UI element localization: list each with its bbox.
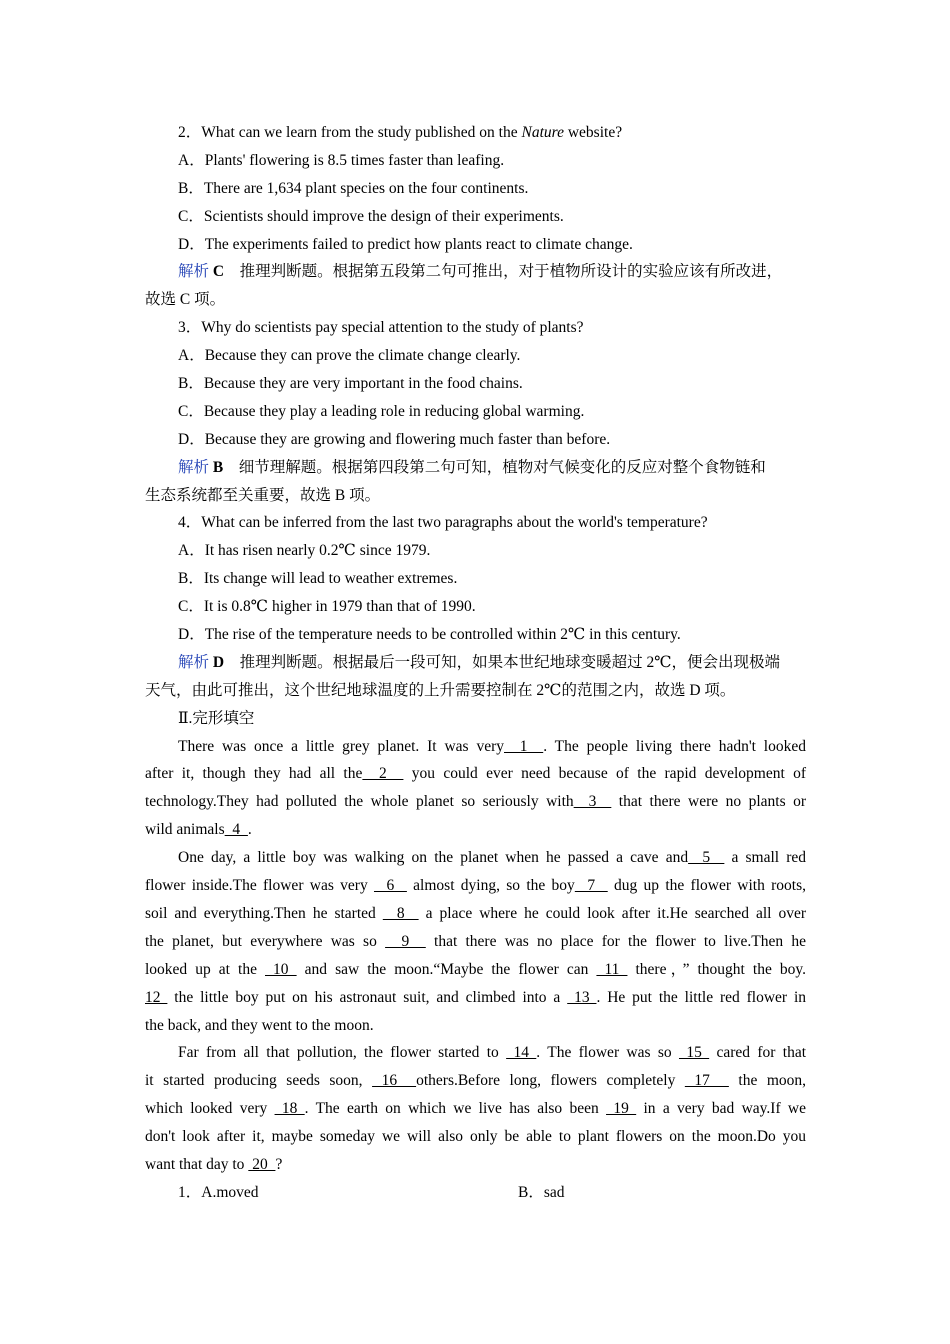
passage-text: there，” thought the boy. xyxy=(627,960,807,978)
passage-text: don't look after it, maybe someday we will also only be able to plant flowers on the moon.Do you xyxy=(145,1128,806,1146)
passage-text: flower inside.The flower was very xyxy=(145,877,374,895)
passage-text: it started producing seeds soon, xyxy=(145,1072,373,1090)
passage-text: a small red xyxy=(724,849,806,867)
blank-number: 15 xyxy=(678,1044,710,1062)
passage-p1-line xyxy=(145,788,806,816)
passage-text: the planet, but everywhere was so xyxy=(145,932,386,950)
passage-text: looked up at the xyxy=(145,960,265,978)
passage-text: technology.They had polluted the whole planet so seriously with xyxy=(145,793,574,811)
blank-number: 9 xyxy=(385,932,426,950)
passage-text: wild animals xyxy=(145,821,225,839)
passage-p1-line xyxy=(145,760,806,788)
blank-number: 16 xyxy=(372,1072,417,1090)
q4-option-b: B．Its change will lead to weather extremes. xyxy=(178,570,458,588)
passage-p2-line xyxy=(145,872,806,900)
passage-text: ? xyxy=(275,1155,283,1173)
document-page xyxy=(145,119,806,1207)
passage-text: . xyxy=(247,821,252,839)
q4-stem: 4．What can be inferred from the last two paragraphs about the world's temperature? xyxy=(178,514,708,532)
q2-option-a: A．Plants' flowering is 8.5 times faster than leafing. xyxy=(178,151,505,169)
passage-text: Far from all that pollution, the flower started to xyxy=(178,1044,507,1062)
q2-explanation: 解析 C 推理判断题。根据第五段第二句可推出，对于植物所设计的实验应该有所改进， xyxy=(178,263,783,281)
passage-text: . The people living there hadn't looked xyxy=(543,737,806,755)
passage-text: dug up the flower with roots, xyxy=(607,877,807,895)
passage-p2-line xyxy=(145,984,806,1012)
q3-stem: 3．Why do scientists pay special attention to the study of plants? xyxy=(178,319,584,337)
passage-text: the moon, xyxy=(728,1072,807,1090)
blank-number: 19 xyxy=(606,1100,637,1118)
passage-text: the back, and they went to the moon. xyxy=(145,1016,374,1034)
blank-number: 20 xyxy=(248,1155,276,1173)
passage-text: almost dying, so the boy xyxy=(406,877,575,895)
blank-number: 10 xyxy=(265,960,297,978)
q3-option-b: B．Because they are very important in the food chains. xyxy=(178,375,523,393)
q3-explanation-cont: 生态系统都至关重要，故选 B 项。 xyxy=(145,486,381,504)
section-title-cloze: Ⅱ.完形填空 xyxy=(178,709,255,727)
blank-number: 11 xyxy=(596,960,628,978)
passage-text: in a very bad way.If we xyxy=(636,1100,806,1118)
passage-text: want that day to xyxy=(145,1155,249,1173)
passage-p3-line xyxy=(145,1151,806,1179)
passage-text: the little boy put on his astronaut suit, and climbed into a xyxy=(167,988,568,1006)
passage-p2-line xyxy=(145,1012,806,1040)
blank-number: 4 xyxy=(224,821,248,839)
cloze-q1-option-b: B．sad xyxy=(518,1183,565,1201)
blank-number: 1 xyxy=(504,737,544,755)
blank-number: 2 xyxy=(362,765,404,783)
passage-p2-line xyxy=(145,956,806,984)
blank-number: 6 xyxy=(373,877,407,895)
q3-option-d: D．Because they are growing and flowering much faster than before. xyxy=(178,430,611,448)
cloze-q1 xyxy=(145,1179,806,1207)
blank-number: 7 xyxy=(574,877,608,895)
passage-p1-line xyxy=(145,733,806,761)
blank-number: 13 xyxy=(567,988,597,1006)
q4-explanation-cont: 天气，由此可推出，这个世纪地球温度的上升需要控制在 2℃的范围之内，故选 D 项。 xyxy=(145,681,736,699)
q3-option-c: C．Because they play a leading role in reducing global warming. xyxy=(178,402,585,420)
q3-explanation: 解析 B 细节理解题。根据第四段第二句可知，植物对气候变化的反应对整个食物链和 xyxy=(178,458,766,476)
passage-text: cared for that xyxy=(709,1044,807,1062)
q4-explanation: 解析 D 推理判断题。根据最后一段可知，如果本世纪地球变暖超过 2℃，便会出现极端 xyxy=(178,653,781,671)
q4-option-d: D．The rise of the temperature needs to be controlled within 2℃ in this century. xyxy=(178,626,681,644)
q2-option-c: C．Scientists should improve the design of their experiments. xyxy=(178,207,564,225)
passage-text: and saw the moon.“Maybe the flower can xyxy=(296,960,597,978)
passage-p3-line xyxy=(145,1067,806,1095)
blank-number: 8 xyxy=(382,904,419,922)
passage-p3-line xyxy=(145,1123,806,1151)
passage-text: which looked very xyxy=(145,1100,275,1118)
passage-text: There was once a little grey planet. It was very xyxy=(178,737,504,755)
cloze-passage xyxy=(145,733,806,1179)
passage-p3-line xyxy=(145,1039,806,1067)
passage-p2-line xyxy=(145,844,806,872)
passage-text: . The earth on which we live has also been xyxy=(304,1100,607,1118)
q2-option-b: B．There are 1,634 plant species on the four continents. xyxy=(178,179,529,197)
q2-option-d: D．The experiments failed to predict how plants react to climate change. xyxy=(178,235,633,253)
passage-p1-line xyxy=(145,816,806,844)
passage-text: . The flower was so xyxy=(536,1044,679,1062)
blank-number: 12 xyxy=(145,988,168,1006)
passage-text: after it, though they had all the xyxy=(145,765,363,783)
passage-p2-line xyxy=(145,900,806,928)
blank-number: 17 xyxy=(684,1072,729,1090)
q2-explanation-cont: 故选 C 项。 xyxy=(145,291,226,309)
passage-text: soil and everything.Then he started xyxy=(145,904,383,922)
blank-number: 5 xyxy=(688,849,725,867)
passage-text: that there were no plants or xyxy=(611,793,806,811)
passage-text: a place where he could look after it.He searched all over xyxy=(418,904,807,922)
passage-text: . He put the little red flower in xyxy=(596,988,807,1006)
passage-text: you could ever need because of the rapid development of xyxy=(403,765,806,783)
blank-number: 18 xyxy=(274,1100,305,1118)
q4-option-c: C．It is 0.8℃ higher in 1979 than that of 1990. xyxy=(178,598,476,616)
blank-number: 14 xyxy=(506,1044,537,1062)
q4-option-a: A．It has risen nearly 0.2℃ since 1979. xyxy=(178,542,431,560)
passage-text: that there was no place for the flower to live.Then he xyxy=(425,932,807,950)
q2-stem: 2．What can we learn from the study published on the Nature website? xyxy=(178,124,623,141)
passage-text: others.Before long, flowers completely xyxy=(416,1072,685,1090)
passage-text: One day, a little boy was walking on the planet when he passed a cave and xyxy=(178,849,689,867)
cloze-q1-option-a: 1．A.moved xyxy=(178,1183,259,1201)
q3-option-a: A．Because they can prove the climate change clearly. xyxy=(178,347,521,365)
passage-p2-line xyxy=(145,928,806,956)
blank-number: 3 xyxy=(573,793,612,811)
passage-p3-line xyxy=(145,1095,806,1123)
